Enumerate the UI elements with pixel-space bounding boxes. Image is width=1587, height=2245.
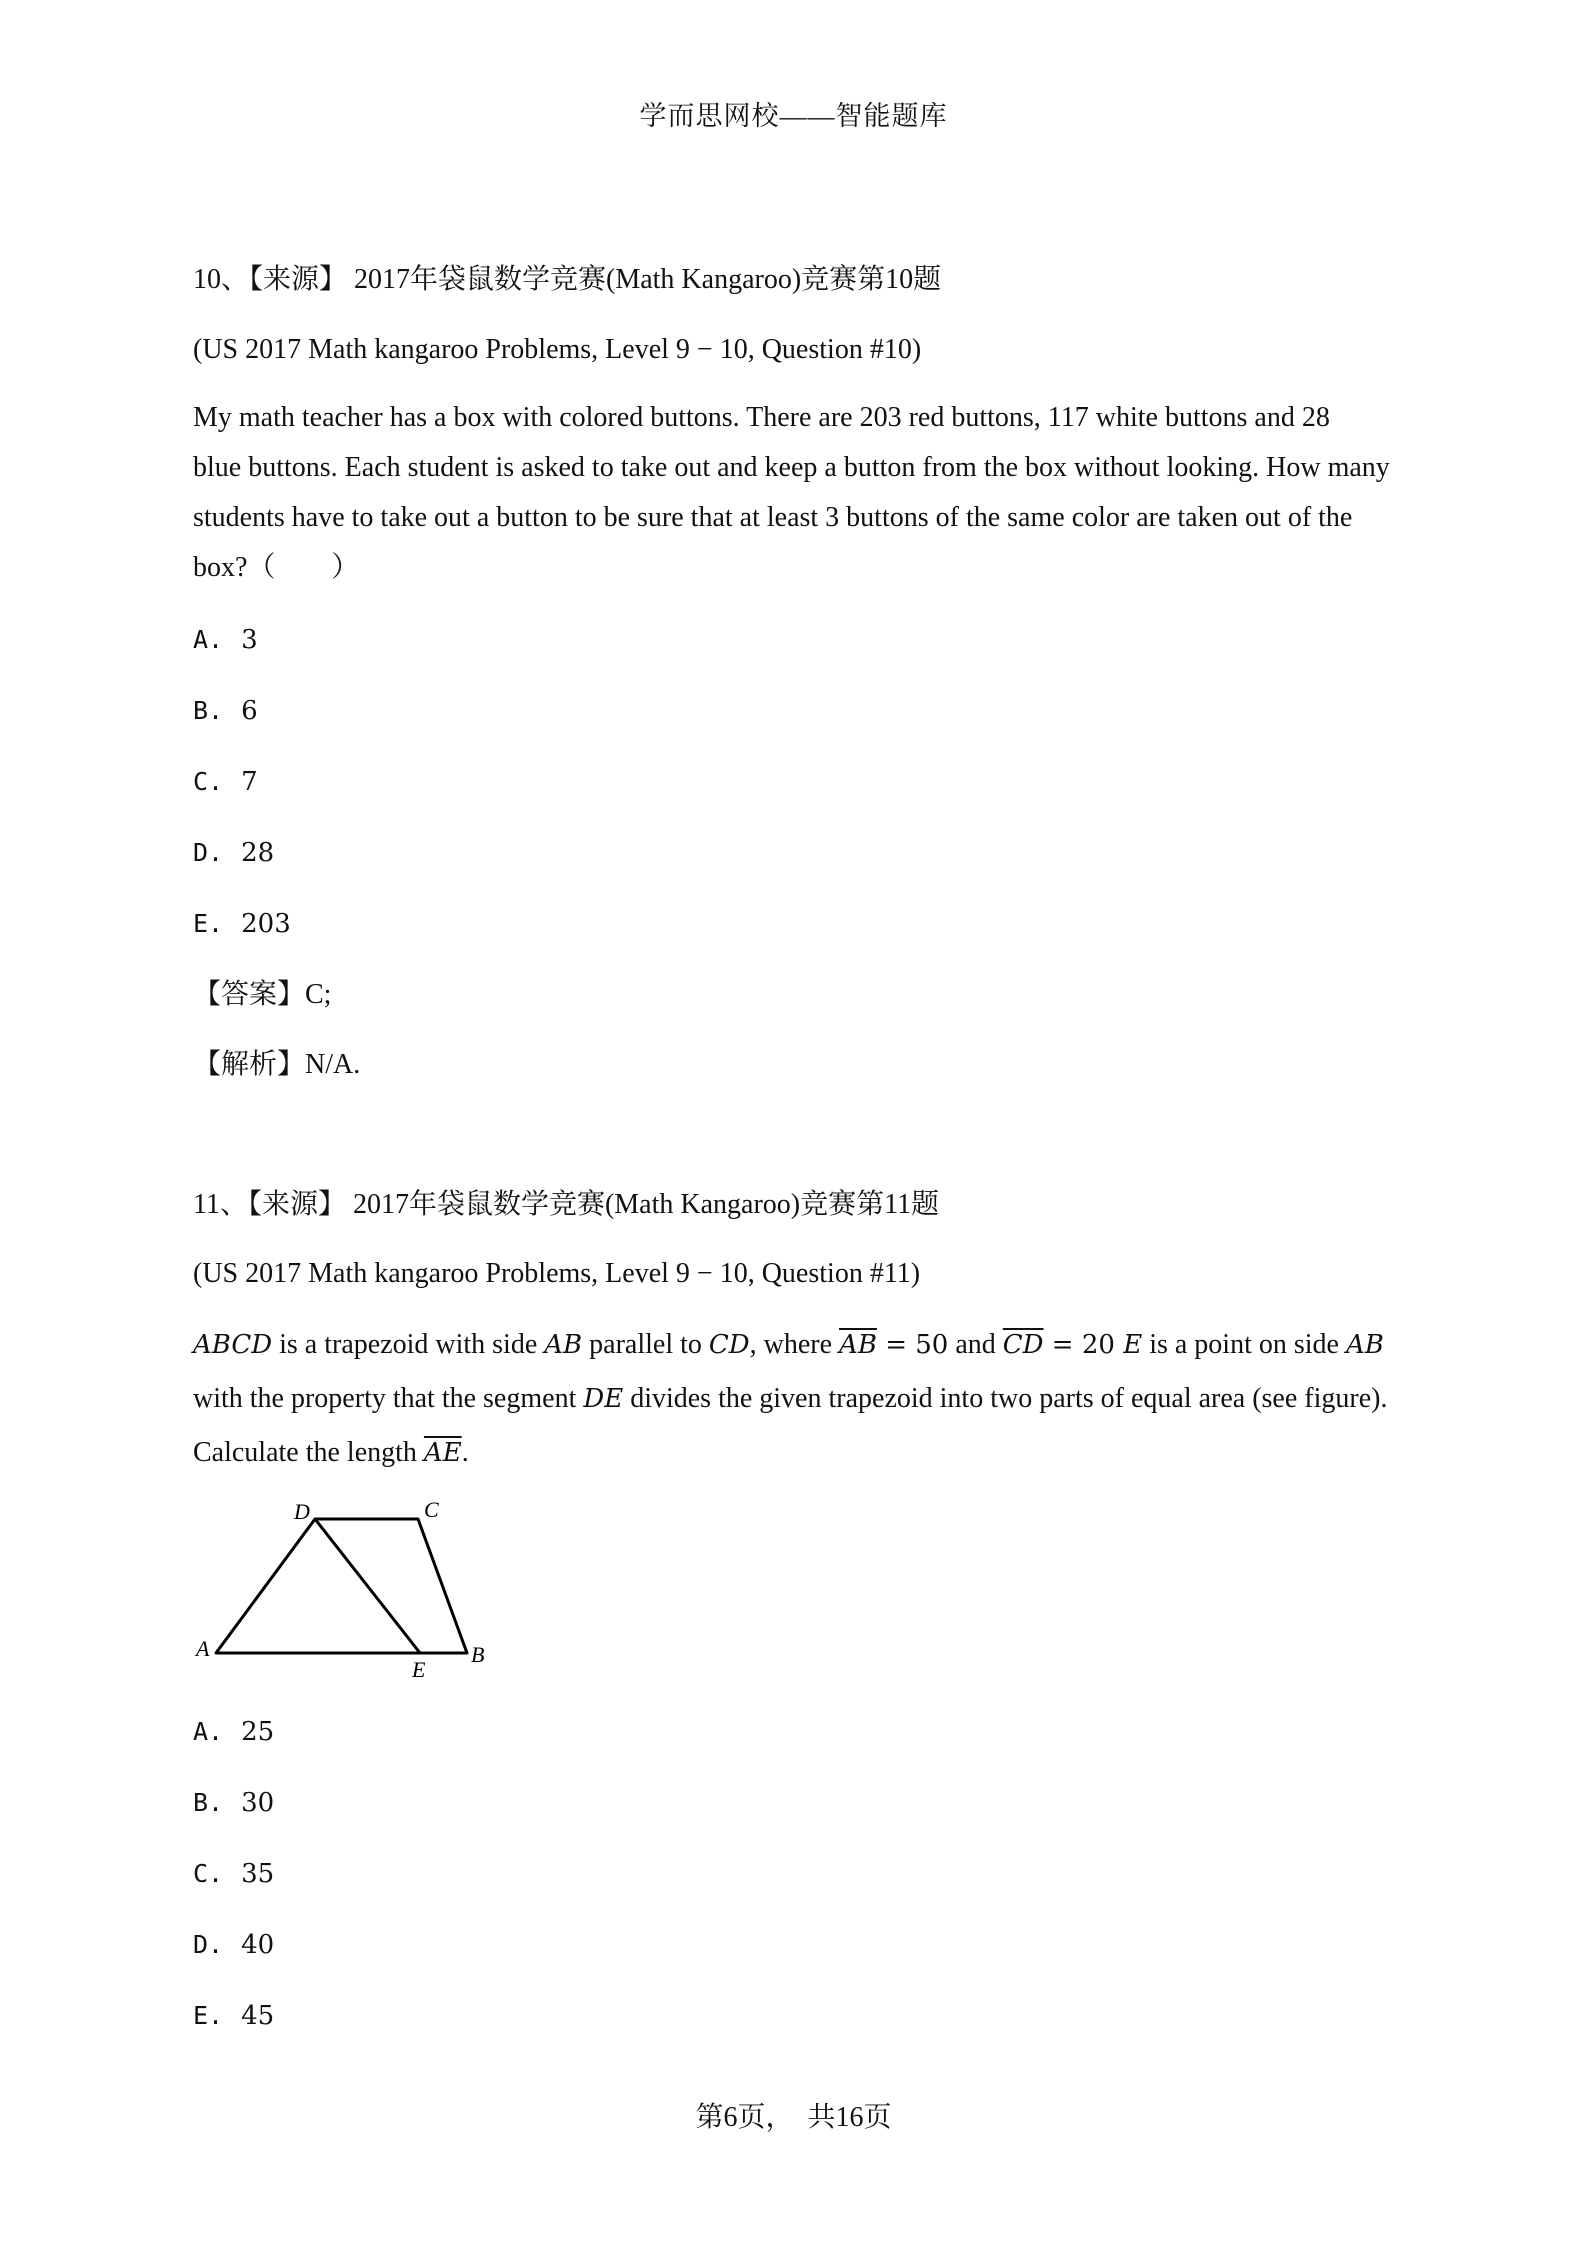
math-ab: AB [544, 1330, 583, 1360]
option-row [193, 902, 1403, 946]
option-a[interactable]: A. 25 [193, 1717, 275, 1747]
label-c: C [424, 1497, 439, 1522]
answer-line: 【答案】C; [193, 979, 332, 1010]
stem-line: students have to take out a button to be sure that at least 3 buttons of the same color are taken out of the [193, 502, 1353, 533]
stem-line: blue buttons. Each student is asked to take out and keep a button from the box without looking. How many [193, 452, 1390, 483]
stem-text: with the property that the segment [193, 1383, 584, 1414]
math-value: = 20 [1043, 1330, 1124, 1360]
question-subtitle: (US 2017 Math kangaroo Problems, Level 9 − 10, Question #10) [193, 334, 922, 365]
math-value: = 50 [876, 1330, 949, 1360]
stem-text: parallel to [582, 1329, 709, 1360]
option-d[interactable]: D. 28 [193, 838, 275, 868]
option-b[interactable]: B. 30 [193, 1788, 275, 1818]
option-row [193, 1710, 1403, 1754]
option-b[interactable]: B. 6 [193, 696, 258, 726]
stem-text: , where [749, 1329, 840, 1360]
option-e[interactable]: E. 45 [193, 2001, 275, 2031]
answer-block [193, 973, 1403, 1017]
segment-de [315, 1519, 420, 1653]
question-10 [193, 260, 1403, 300]
stem-text: is a trapezoid with side [272, 1329, 545, 1360]
question-source [193, 330, 1403, 370]
options-list [193, 618, 1403, 662]
option-d[interactable]: D. 40 [193, 1930, 275, 1960]
option-e[interactable]: E. 203 [193, 909, 291, 939]
question-stem [193, 1320, 1403, 1478]
stem-line [193, 1374, 1403, 1424]
option-row [193, 1923, 1403, 1967]
option-row [193, 760, 1403, 804]
stem-text: . [461, 1437, 469, 1468]
trapezoid-outline [216, 1519, 467, 1653]
option-a[interactable]: A. 3 [193, 625, 258, 655]
math-cd-bar: $\overline{CD}$ [1002, 1330, 1044, 1360]
stem-text: is a point on side [1142, 1329, 1346, 1360]
stem-text: divides the given trapezoid into two parts of equal area (see figure). [623, 1383, 1388, 1414]
stem-line: My math teacher has a box with colored buttons. There are 203 red buttons, 117 white buttons and 28 [193, 402, 1330, 433]
math-ab: AB [1345, 1330, 1384, 1360]
label-a: A [196, 1636, 210, 1661]
math-de: DE [583, 1384, 624, 1414]
question-title: 10、【来源】 2017年袋鼠数学竞赛(Math Kangaroo)竞赛第10题 [193, 264, 942, 295]
math-ab-bar: $\overline{AB}$ [839, 1330, 877, 1360]
option-row [193, 1852, 1403, 1896]
option-row [193, 1994, 1403, 2038]
math-e: E [1123, 1330, 1143, 1360]
label-b: B [471, 1642, 485, 1667]
page-header: 学而思网校——智能题库 [639, 101, 948, 131]
stem-text: and [948, 1329, 1003, 1360]
option-row [193, 1781, 1403, 1825]
question-subtitle: (US 2017 Math kangaroo Problems, Level 9 − 10, Question #11) [193, 1258, 921, 1289]
question-source [193, 1254, 1403, 1294]
question-title: 11、【来源】 2017年袋鼠数学竞赛(Math Kangaroo)竞赛第11题 [193, 1189, 940, 1220]
stem-line [193, 1428, 1403, 1478]
math-cd: CD [708, 1330, 750, 1360]
option-row [193, 689, 1403, 733]
trapezoid-figure [190, 1495, 510, 1690]
label-d: D [294, 1499, 310, 1524]
option-row [193, 831, 1403, 875]
analysis-line: 【解析】N/A. [193, 1049, 361, 1080]
label-e: E [412, 1657, 426, 1682]
option-c[interactable]: C. 35 [193, 1859, 275, 1889]
analysis-block [193, 1043, 1403, 1087]
stem-line: box?（ ） [193, 552, 360, 583]
page-number: 第6页， 共16页 [695, 2102, 892, 2133]
math-ae-bar: $\overline{AE}$ [423, 1438, 462, 1468]
question-11 [193, 1185, 1403, 1225]
math-abcd: ABCD [193, 1330, 273, 1360]
option-c[interactable]: C. 7 [193, 767, 258, 797]
stem-text: Calculate the length [193, 1437, 424, 1468]
stem-line [193, 1320, 1403, 1370]
question-stem [193, 393, 1403, 593]
